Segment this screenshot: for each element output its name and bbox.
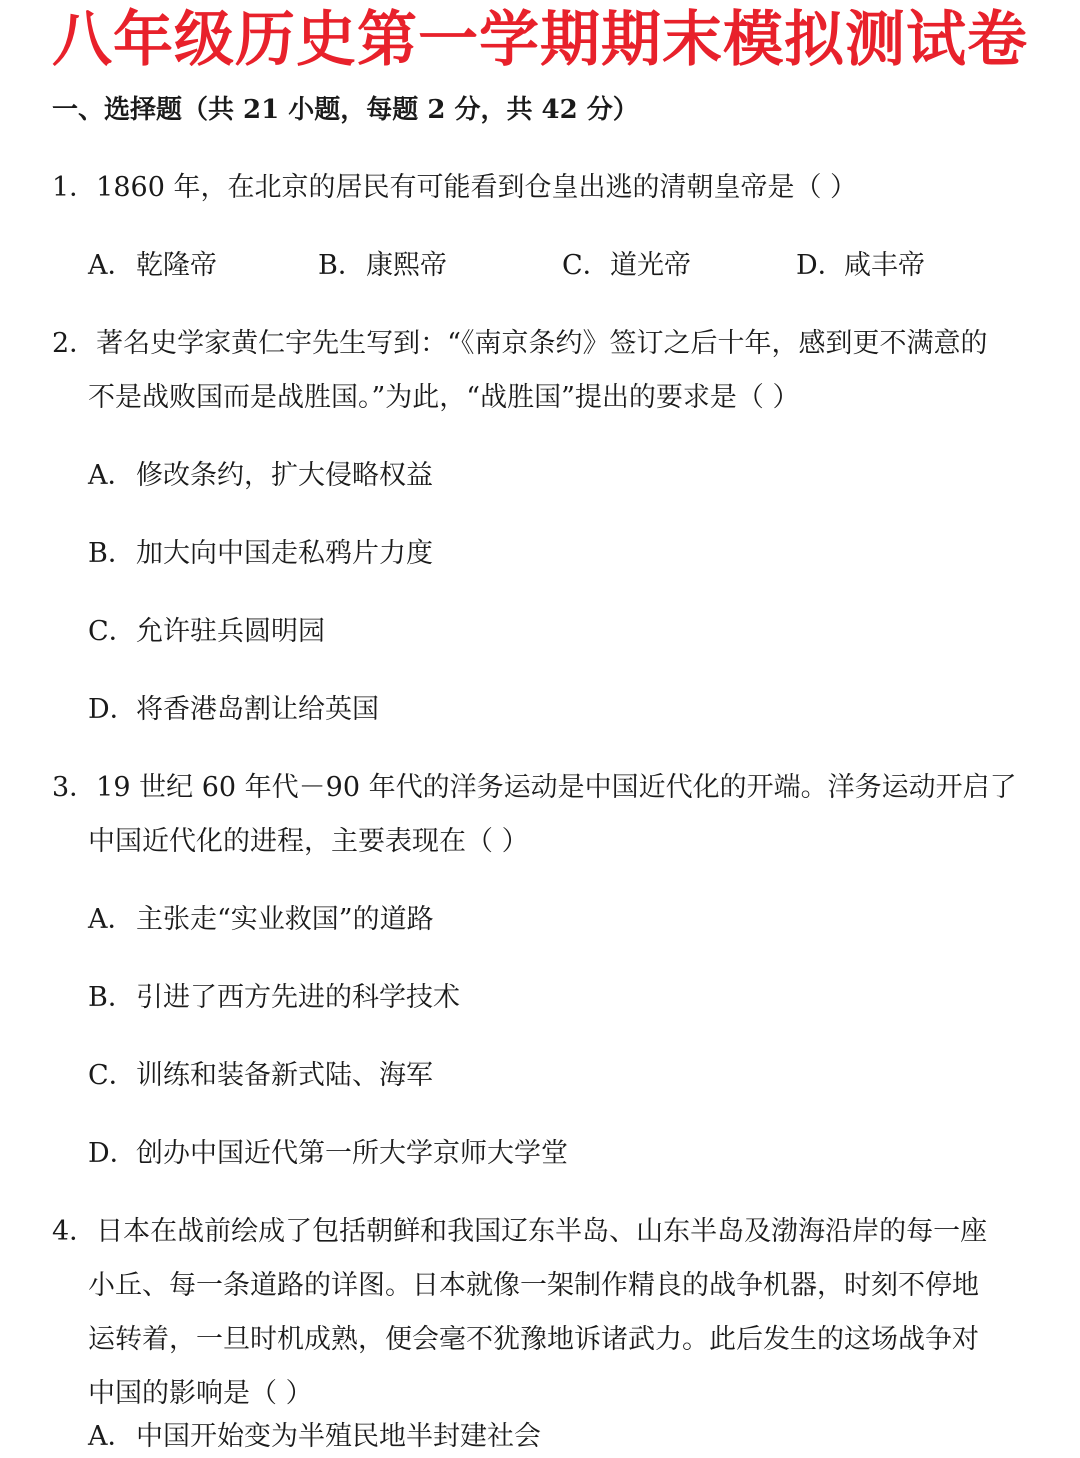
- question-1-option-d[interactable]: [796, 246, 925, 286]
- option-letter: A．: [88, 250, 135, 281]
- section-heading: 一、选择题（共 21 小题，每题 2 分，共 42 分）: [52, 95, 639, 125]
- question-4-stem-line-3: 运转着，一旦时机成熟，便会毫不犹豫地诉诸武力。此后发生的这场战争对: [88, 1324, 979, 1355]
- question-2-option-d[interactable]: [88, 690, 379, 730]
- option-letter: C．: [562, 250, 610, 281]
- option-letter: D．: [88, 694, 137, 725]
- option-letter: C．: [88, 1060, 136, 1091]
- option-text: 道光帝: [610, 250, 691, 281]
- option-letter: B．: [318, 250, 365, 281]
- question-2-stem-line-2: 不是战败国而是战胜国。”为此，“战胜国”提出的要求是（ ）: [88, 382, 800, 413]
- option-text: 训练和装备新式陆、海军: [136, 1060, 433, 1091]
- option-text: 修改条约，扩大侵略权益: [136, 460, 433, 491]
- question-1-option-a[interactable]: [88, 246, 217, 286]
- question-2-option-c[interactable]: [88, 612, 325, 652]
- option-letter: B．: [88, 538, 135, 569]
- question-4-stem-line-2: 小丘、每一条道路的详图。日本就像一架制作精良的战争机器，时刻不停地: [88, 1270, 979, 1301]
- option-text: 将香港岛割让给英国: [136, 694, 379, 725]
- option-text: 创办中国近代第一所大学京师大学堂: [136, 1138, 568, 1169]
- question-2-stem-line-1: 2．著名史学家黄仁宇先生写到：“《南京条约》签订之后十年，感到更不满意的: [52, 328, 988, 359]
- option-text: 康熙帝: [366, 250, 447, 281]
- option-letter: D．: [796, 250, 845, 281]
- question-1-option-c[interactable]: [562, 246, 691, 286]
- option-text: 乾隆帝: [136, 250, 217, 281]
- question-4-stem-line-4: 中国的影响是（ ）: [88, 1378, 313, 1409]
- option-text: 咸丰帝: [844, 250, 925, 281]
- option-text: 允许驻兵圆明园: [136, 616, 325, 647]
- option-text: 引进了西方先进的科学技术: [136, 982, 460, 1013]
- option-letter: A．: [88, 904, 135, 935]
- question-1-stem-line-1: 1．1860 年，在北京的居民有可能看到仓皇出逃的清朝皇帝是（ ）: [52, 172, 858, 203]
- option-text: 主张走“实业救国”的道路: [136, 904, 434, 935]
- question-3-option-d[interactable]: [88, 1134, 568, 1174]
- question-3-stem-line-2: 中国近代化的进程，主要表现在（ ）: [88, 826, 529, 857]
- question-3-option-b[interactable]: [88, 978, 460, 1018]
- question-3-stem-line-1: 3．19 世纪 60 年代－90 年代的洋务运动是中国近代化的开端。洋务运动开启了: [52, 772, 1017, 803]
- question-3-option-c[interactable]: [88, 1056, 433, 1096]
- question-4-stem-line-1: 4．日本在战前绘成了包括朝鲜和我国辽东半岛、山东半岛及渤海沿岸的每一座: [52, 1216, 988, 1247]
- option-letter: D．: [88, 1138, 137, 1169]
- question-2-option-a[interactable]: [88, 456, 433, 496]
- option-text: 加大向中国走私鸦片力度: [136, 538, 433, 569]
- option-letter: B．: [88, 982, 135, 1013]
- question-1-option-b[interactable]: [318, 246, 447, 286]
- option-letter: A．: [88, 1421, 135, 1452]
- option-text: 中国开始变为半殖民地半封建社会: [136, 1421, 541, 1452]
- question-3-option-a[interactable]: [88, 900, 434, 940]
- page-title: 八年级历史第一学期期末模拟测试卷: [52, 5, 1028, 75]
- question-2-option-b[interactable]: [88, 534, 433, 574]
- option-letter: C．: [88, 616, 136, 647]
- option-letter: A．: [88, 460, 135, 491]
- question-4-option-a[interactable]: [88, 1417, 541, 1457]
